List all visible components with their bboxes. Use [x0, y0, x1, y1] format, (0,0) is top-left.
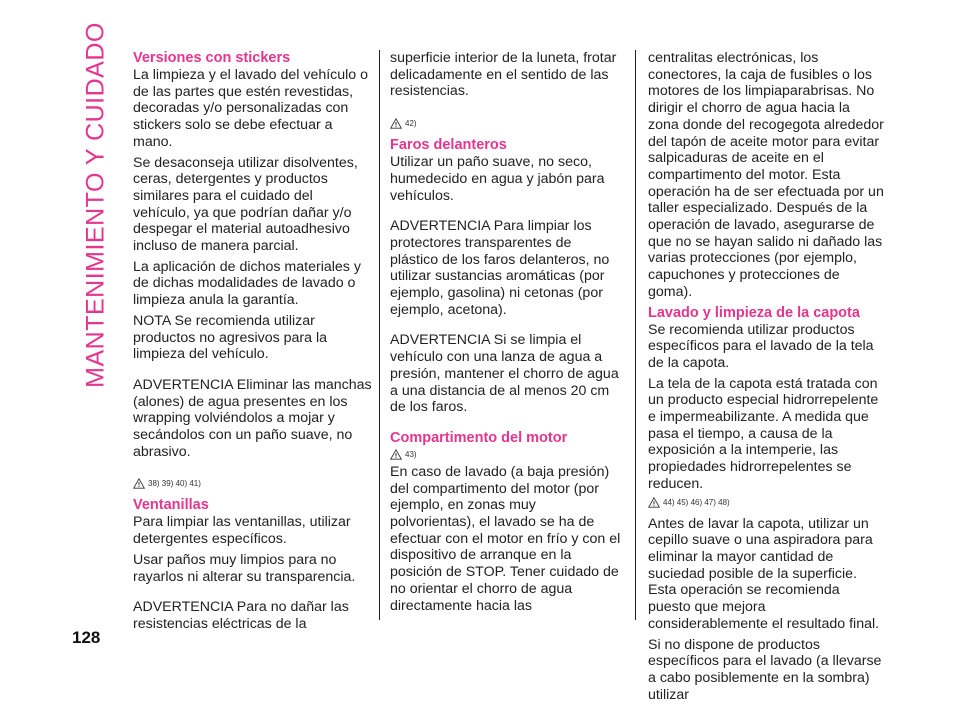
reference-numbers: 44) 45) 46) 47) 48)	[663, 497, 730, 507]
paragraph: En caso de lavado (a baja presión) del compartimento del motor (por ejemplo, en zonas muy polvorientas), el lavado se ha de efectuar con el motor en frío y con el dispositivo de arranque en la posición de STOP. Tener cuidado de no orientar el chorro de agua directamente hacia las	[390, 463, 621, 614]
warning-triangle-icon	[133, 478, 145, 489]
paragraph: Se recomienda utilizar productos específicos para el lavado de la tela de la capota.	[648, 321, 874, 371]
warning-triangle-icon	[648, 497, 660, 508]
column-1	[133, 50, 373, 637]
warning-paragraph: ADVERTENCIA Para no dañar las resistencias eléctricas de la	[133, 599, 349, 632]
heading-motor: Compartimento del motor	[390, 429, 568, 446]
page-number: 128	[72, 628, 101, 647]
warning-references	[390, 118, 622, 129]
note-paragraph: NOTA Se recomienda utilizar productos no agresivos para la limpieza del vehículo.	[133, 312, 328, 363]
heading-faros: Faros delanteros	[390, 137, 507, 154]
paragraph: La tela de la capota está tratada con un producto especial hidrorrepelente e impermeabilizante. A medida que pasa el tiempo, a causa de la exposición a la intemperie, las propiedades hidrorrepelentes se reducen.	[648, 375, 879, 492]
chapter-title	[74, 22, 118, 388]
warning-paragraph: ADVERTENCIA Si se limpia el vehículo con una lanza de agua a presión, mantener el chorro de agua a una distancia de al menos 20 cm de los faros.	[390, 332, 619, 416]
paragraph: Para limpiar las ventanillas, utilizar detergentes específicos.	[133, 514, 351, 548]
column-divider-1	[379, 50, 380, 620]
warning-references	[390, 449, 622, 460]
heading-capota: Lavado y limpieza de la capota	[648, 304, 860, 321]
warning-references	[133, 478, 373, 489]
warning-paragraph: ADVERTENCIA Eliminar las manchas (alones) de agua presentes en los wrapping volviéndolos a mojar y secándolos con un paño suave, no abrasivo.	[133, 376, 372, 460]
column-2	[390, 50, 622, 618]
paragraph: superficie interior de la luneta, frotar delicadamente en el sentido de las resistencias.	[390, 50, 617, 100]
paragraph: Antes de lavar la capota, utilizar un cepillo suave o una aspiradora para eliminar la mayor cantidad de suciedad posible de la superficie. Esta operación se recomienda puesto que mejora considerablemente el resultado final.	[648, 515, 880, 632]
column-3	[648, 50, 884, 707]
heading-ventanillas: Ventanillas	[133, 497, 209, 514]
paragraph: Usar paños muy limpios para no rayarlos ni alterar su transparencia.	[133, 551, 356, 585]
paragraph: Se desaconseja utilizar disolventes, ceras, detergentes y productos similares para el cuidado del vehículo, ya que podrían dañar y/o despegar el material autoadhesivo incluso de manera parcial.	[133, 154, 358, 255]
reference-numbers: 42)	[405, 119, 417, 129]
reference-numbers: 38) 39) 40) 41)	[148, 479, 201, 489]
reference-numbers: 43)	[405, 449, 417, 459]
heading-stickers: Versiones con stickers	[133, 50, 291, 66]
chapter-title-text: MANTENIMIENTO Y CUIDADO	[81, 22, 110, 388]
paragraph: La aplicación de dichos materiales y de dichas modalidades de lavado o limpieza anula la garantía.	[133, 258, 361, 309]
warning-triangle-icon	[390, 449, 402, 460]
column-divider-2	[635, 50, 636, 620]
warning-paragraph: ADVERTENCIA Para limpiar los protectores transparentes de plástico de los faros delanteros, no utilizar sustancias aromáticas (por ejemplo, gasolina) ni cetonas (por ejemplo, acetona).	[390, 218, 610, 318]
paragraph: La limpieza y el lavado del vehículo o de las partes que estén revestidas, decoradas y/o personalizadas con stickers solo se debe efectuar a mano.	[133, 67, 369, 150]
warning-triangle-icon	[390, 118, 402, 129]
paragraph: Si no dispone de productos específicos para el lavado (a llevarse a cabo posiblemente en la sombra) utilizar	[648, 636, 882, 703]
warning-references	[648, 497, 884, 508]
paragraph: centralitas electrónicas, los conectores, la caja de fusibles o los motores de los limpiaparabrisas. No dirigir el chorro de agua hacia la zona donde del recogegota alrededor del tapón de aceite motor para evitar salpicaduras de aceite en el compartimento del motor. Esta operación ha de ser efectuada por un taller especializado. Después de la operación de lavado, asegurarse de que no se hayan salido ni dañado las varias protecciones (por ejemplo, capuchones y protecciones de goma).	[648, 50, 884, 300]
paragraph: Utilizar un paño suave, no seco, humedecido en agua y jabón para vehículos.	[390, 154, 605, 204]
